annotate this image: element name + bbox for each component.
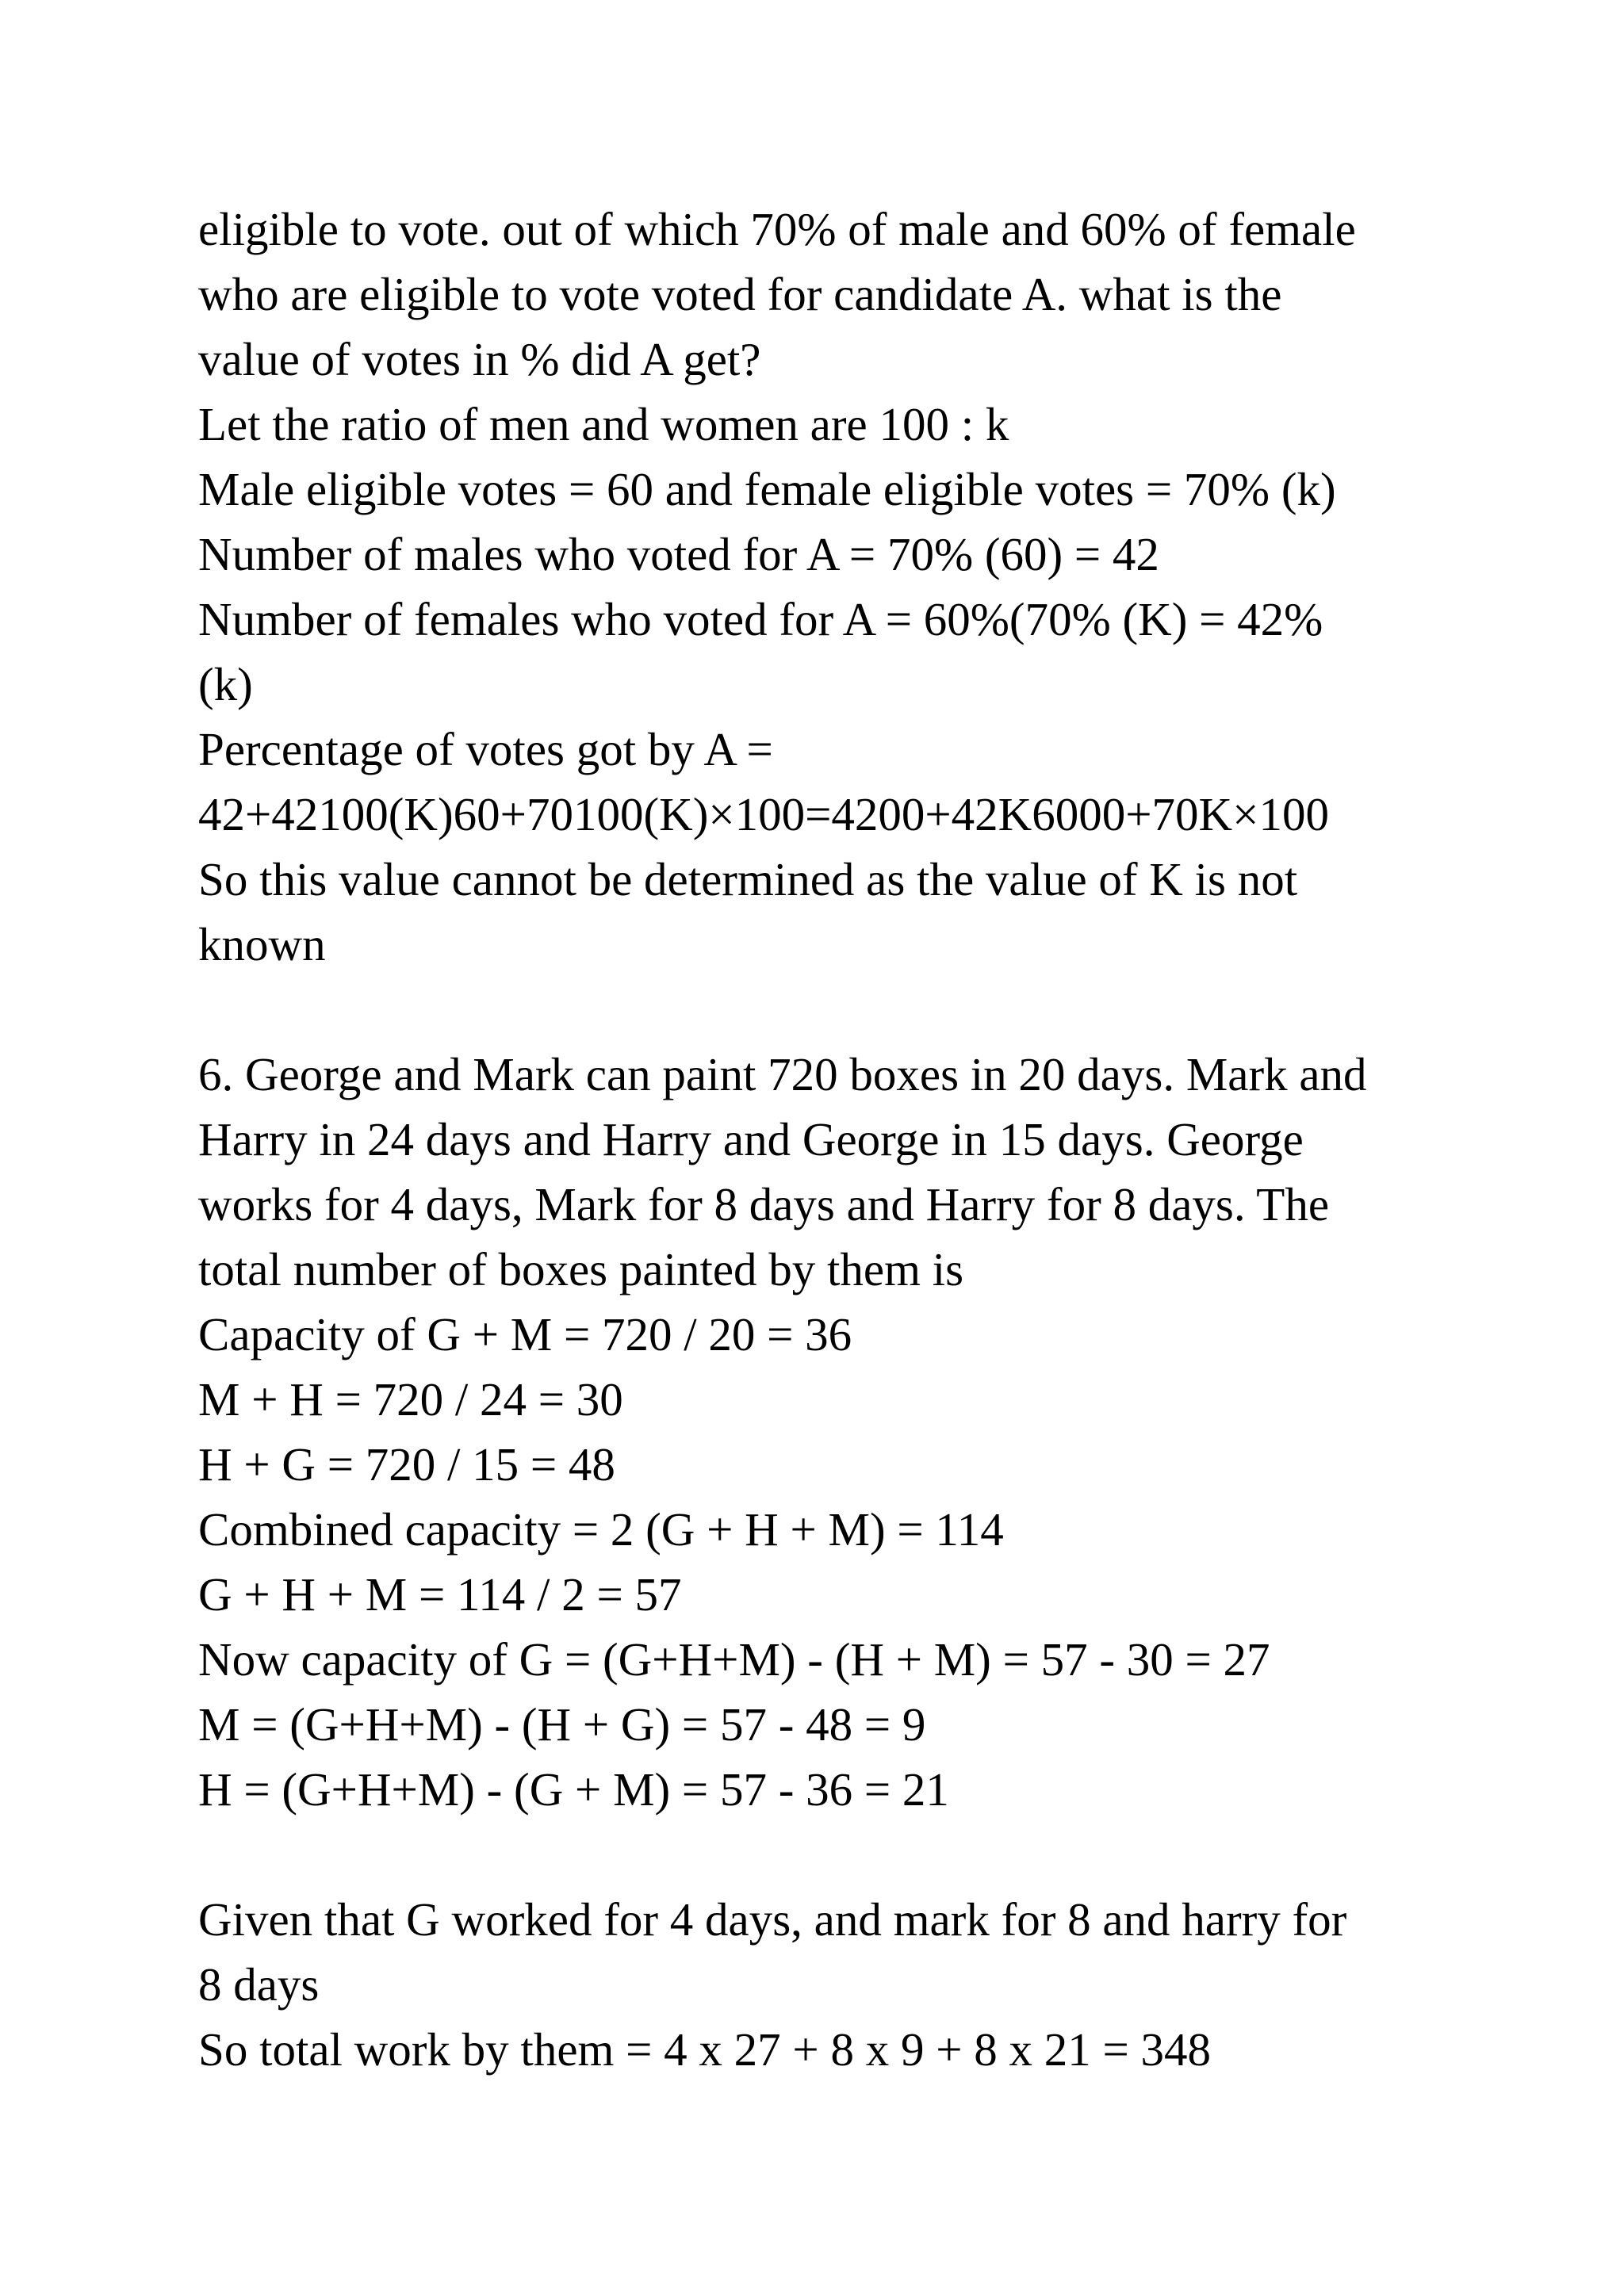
text-line: H + G = 720 / 15 = 48: [198, 1438, 615, 1490]
text-line: who are eligible to vote voted for candidate A. what is the: [198, 268, 1282, 320]
text-line: Harry in 24 days and Harry and George in 15 days. George: [198, 1113, 1304, 1165]
text-line: total number of boxes painted by them is: [198, 1243, 964, 1295]
text-line: eligible to vote. out of which 70% of male and 60% of female: [198, 203, 1356, 255]
paragraph-gap: [198, 977, 1483, 1042]
text-line: Number of females who voted for A = 60%(70% (K) = 42%: [198, 593, 1323, 645]
text-line: Given that G worked for 4 days, and mark for 8 and harry for: [198, 1893, 1347, 1946]
text-line: known: [198, 918, 326, 970]
formula-line: 42+42100(K)60+70100(K)×100=4200+42K6000+70K×100: [198, 788, 1329, 840]
text-line: Now capacity of G = (G+H+M) - (H + M) = 57 - 30 = 27: [198, 1633, 1270, 1686]
solution-votes-block: [198, 197, 1483, 977]
text-line: M + H = 720 / 24 = 30: [198, 1373, 623, 1425]
text-line: Capacity of G + M = 720 / 20 = 36: [198, 1308, 852, 1360]
text-line: (k): [198, 658, 253, 710]
text-line: Number of males who voted for A = 70% (60) = 42: [198, 528, 1159, 580]
text-line: Combined capacity = 2 (G + H + M) = 114: [198, 1503, 1004, 1556]
paragraph-gap: [198, 1822, 1483, 1887]
text-line: value of votes in % did A get?: [198, 333, 761, 385]
text-line: M = (G+H+M) - (H + G) = 57 - 48 = 9: [198, 1698, 926, 1751]
text-line: So total work by them = 4 x 27 + 8 x 9 + 8 x 21 = 348: [198, 2023, 1211, 2076]
text-line: 8 days: [198, 1958, 320, 2011]
document-page: [198, 197, 1483, 2082]
text-line: H = (G+H+M) - (G + M) = 57 - 36 = 21: [198, 1763, 949, 1816]
text-line: works for 4 days, Mark for 8 days and Harry for 8 days. The: [198, 1178, 1330, 1230]
text-line: So this value cannot be determined as the value of K is not: [198, 853, 1298, 905]
text-line: 6. George and Mark can paint 720 boxes in 20 days. Mark and: [198, 1048, 1367, 1100]
question-6-block: [198, 1042, 1483, 1822]
text-line: Let the ratio of men and women are 100 : k: [198, 398, 1009, 450]
conclusion-block: [198, 1887, 1483, 2082]
text-line: G + H + M = 114 / 2 = 57: [198, 1568, 682, 1621]
text-line: Male eligible votes = 60 and female eligible votes = 70% (k): [198, 463, 1336, 515]
text-line: Percentage of votes got by A =: [198, 723, 773, 775]
